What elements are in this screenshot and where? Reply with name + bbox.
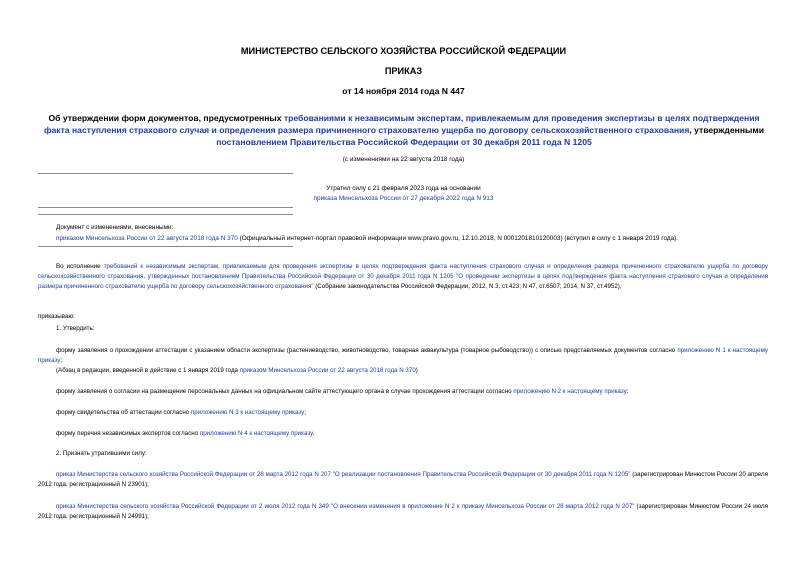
void-order-2	[38, 502, 768, 522]
punct: ;	[60, 357, 63, 364]
doc-changes-text: (Официальный интернет-портал правовой информации www.pravo.gov.ru, 12.10.2018, N 0001201810120003) (вступил в силу с 1 января 2019 года).	[237, 235, 679, 242]
form-4-text: форму перечня независимых экспертов согласно	[56, 430, 200, 437]
divider	[38, 207, 293, 208]
form-1-note-text: (Абзац в редакции, введенной в действие с 1 января 2019 года	[56, 367, 240, 374]
punct: ;	[304, 409, 306, 416]
document-title	[36, 112, 772, 148]
divider	[38, 214, 293, 215]
expired-note	[0, 184, 807, 204]
appendix-3-link[interactable]: приложению N 3 к настоящему приказу	[190, 409, 305, 416]
item-1: 1. Утвердить:	[56, 325, 95, 332]
form-3	[56, 408, 306, 418]
form-3-text: форму свидетельства об аттестации согласно	[56, 409, 191, 416]
divider	[38, 246, 293, 247]
divider	[38, 173, 293, 174]
void-order-1-text: (зарегистрирован Минюстом России 20 апреля 2012 года, регистрационный N 23901);	[38, 471, 768, 488]
title-text: , утвержденными	[689, 125, 764, 135]
void-order-1	[38, 470, 768, 490]
void-order-2-link[interactable]: приказ Министерства сельского хозяйства Российской Федерации от 2 июля 2012 года N 349 "О внесении изменения в приложение N 2 к приказу Минсельхоза России от 28 марта 2012 года N 207"	[56, 503, 635, 510]
punct: ;	[626, 388, 629, 395]
preamble-text: Во исполнение	[56, 263, 104, 270]
punct: )	[415, 367, 418, 374]
form-2	[56, 387, 628, 397]
form-1-note	[56, 366, 418, 376]
appendix-4-link[interactable]: приложению N 4 к настоящему приказу	[199, 430, 313, 437]
orders-word: приказываю:	[38, 313, 75, 320]
form-2-text: форму заявления о согласии на размещение персональных данных на официальном сайте аттестующего органа в случае прохождения аттестации согласно	[56, 388, 514, 395]
appendix-2-link[interactable]: приложению N 2 к настоящему приказу	[513, 388, 627, 395]
document-changes	[56, 222, 776, 244]
order-heading: ПРИКАЗ	[384, 66, 423, 76]
punct: .	[312, 430, 315, 437]
ministry-heading: МИНИСТЕРСТВО СЕЛЬСКОГО ХОЗЯЙСТВА РОССИЙСКОЙ ФЕДЕРАЦИИ	[240, 46, 567, 56]
item-2: 2. Признать утратившими силу:	[56, 450, 147, 457]
amending-order-link-2[interactable]: приказом Минсельхоза России от 22 августа 2018 года N 370	[239, 367, 416, 374]
expired-text: Утратил силу с 21 февраля 2023 года на основании	[326, 185, 481, 192]
preamble-text: (Собрание законодательства Российской Федерации, 2012, N 3, ст.423; N 47, ст.6507; 2014, N 37, ст.4952),	[313, 283, 622, 290]
changes-note: (с изменениями на 22 августа 2018 года)	[342, 156, 465, 163]
order-date: от 14 ноября 2014 года N 447	[342, 86, 465, 96]
title-text: Об утверждении форм документов, предусмотренных	[48, 113, 284, 123]
void-order-2-text: (зарегистрирован Минюстом России 24 июля 2012 года, регистрационный N 24991);	[38, 503, 768, 520]
form-1-text: форму заявления о прохождении аттестации с указанием области экспертизы (растениеводство, животноводство, товарная аквакультура (товарное рыбоводство)) с описью представляемых документов согласно	[56, 347, 678, 354]
amending-order-link[interactable]: приказом Минсельхоза России от 22 августа 2018 года N 370	[56, 235, 238, 242]
requirements-ref-link[interactable]: требований к независимым экспертам, привлекаемым для проведения экспертизы в целях подтверждения факта наступления страхового случая и определения размера причиненного страхователю ущерба по договору сельскохозяйственного страхования, утвержденных постановлением Правительства Российской Федерации от 30 декабря 2011 года N 1205 "О проведении экспертизы в целях подтверждения факта наступления страхового случая и определения размера причиненного страхователю ущерба по договору сельскохозяйственного страхования"	[38, 263, 768, 290]
form-4	[56, 429, 314, 439]
preamble	[38, 262, 768, 292]
void-order-1-link[interactable]: приказ Министерства сельского хозяйства Российской Федерации от 28 марта 2012 года N 207 "О реализации постановления Правительства Российской Федерации от 30 декабря 2011 года N 1205"	[56, 471, 631, 478]
government-decree-link[interactable]: постановлением Правительства Российской Федерации от 30 декабря 2011 года N 1205	[216, 137, 592, 147]
doc-changes-label: Документ с изменениями, внесенными:	[56, 224, 174, 231]
appendix-1-link[interactable]: приложению N 1 к настоящему приказу	[38, 347, 769, 364]
form-1	[38, 346, 768, 366]
requirements-link[interactable]: требованиями к независимым экспертам, привлекаемым для проведения экспертизы в целях подтверждения факта наступления страхового случая и определения размера причиненного страхователю ущерба по договору сельскохозяйственного страхования	[44, 113, 760, 135]
expired-order-link[interactable]: приказа Минсельхоза России от 27 декабря 2022 года N 913	[313, 195, 494, 202]
